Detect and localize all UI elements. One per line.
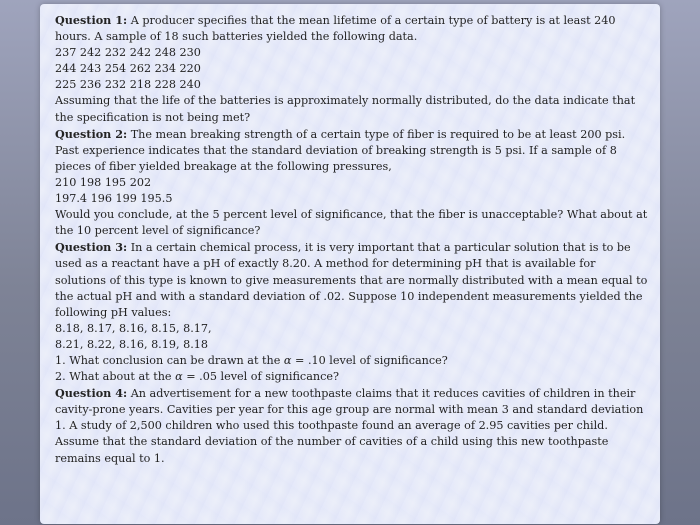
question-4-intro: [55, 385, 650, 466]
sub2-prefix: 2. What about at the: [55, 370, 172, 384]
sub2-suffix: = .05 level of significance?: [186, 370, 339, 384]
sub1-suffix: = .10 level of significance?: [295, 353, 448, 367]
sub1-prefix: 1. What conclusion can be drawn at the: [55, 353, 281, 367]
question-1-question: Assuming that the life of the batteries is approximately normally distributed, do the data indicate that the specification is not being met?: [55, 94, 636, 124]
q2-data-line: 210 198 195 202: [55, 175, 152, 189]
document-body: [55, 12, 650, 467]
q1-data-line: 225 236 232 218 228 240: [55, 78, 201, 92]
question-3-title: Question 3:: [55, 240, 128, 255]
q3-subquestion-1: [55, 353, 650, 369]
question-2-text: The mean breaking strength of a certain type of fiber is required to be at least 200 psi. Past experience indicates that the standard deviation of breaking strength is 5 psi. If a sample of 8 pieces of fiber yielded breakage at the following pressures,: [55, 127, 626, 173]
question-1-text: A producer specifies that the mean lifetime of a certain type of battery is at least 240 hours. A sample of 18 such batteries yielded the following data.: [55, 14, 616, 44]
q3-data-line: 8.18, 8.17, 8.16, 8.15, 8.17,: [55, 321, 212, 335]
alpha-symbol: α: [175, 370, 183, 384]
q1-data-line: 237 242 232 242 248 230: [55, 46, 201, 60]
question-1-intro: [55, 12, 650, 45]
question-4-text: An advertisement for a new toothpaste claims that it reduces cavities of children in their cavity-prone years. Cavities per year for this age group are normal with mean 3 and standard deviation 1. A study of 2,500 children who used this toothpaste found an average of 2.95 cavities per child. Assume that the standard deviation of the number of cavities of a child using this new toothpaste remains equal to 1.: [55, 387, 644, 465]
q3-data-line: 8.21, 8.22, 8.16, 8.19, 8.18: [55, 337, 208, 351]
q2-data-line: 197.4 196 199 195.5: [55, 192, 173, 206]
question-2-intro: [55, 126, 650, 175]
q1-data-line: 244 243 254 262 234 220: [55, 62, 201, 76]
question-4-title: Question 4:: [55, 386, 128, 401]
q3-subquestion-2: [55, 369, 650, 385]
question-1-title: Question 1:: [55, 13, 128, 27]
alpha-symbol: α: [283, 353, 292, 367]
question-3-intro: [55, 239, 650, 320]
question-2-title: Question 2:: [55, 126, 128, 141]
question-2-question: Would you conclude, at the 5 percent level of significance, that the fiber is unacceptable? What about at the 10 percent level of significance?: [55, 208, 648, 238]
question-3-text: In a certain chemical process, it is very important that a particular solution that is to be used as a reactant have a pH of exactly 8.20. A method for determining pH that is available for solutions of this type is known to give measurements that are normally distributed with a mean equal to the actual pH and with a standard deviation of .02. Suppose 10 independent measurements yielded the following pH values:: [55, 241, 648, 319]
